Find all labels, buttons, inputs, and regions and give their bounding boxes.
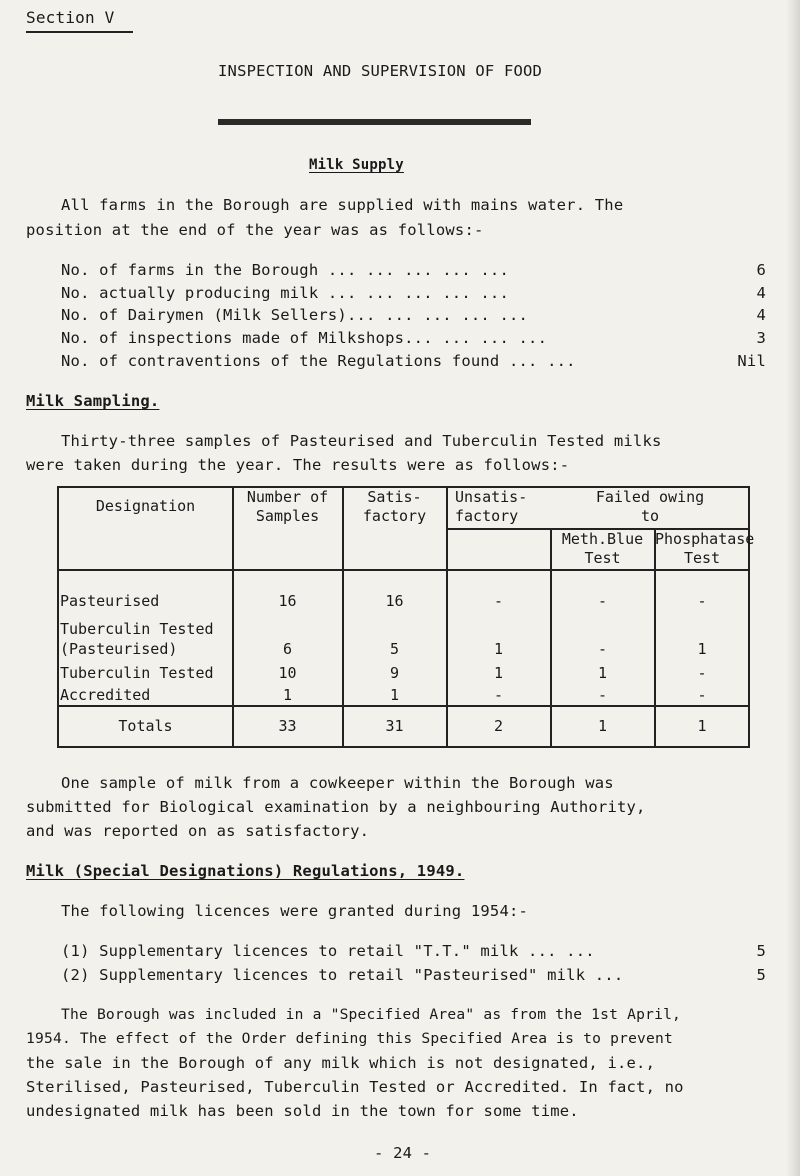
milk-sampling-intro-line2: were taken during the year. The results were as follows:-	[26, 456, 570, 474]
row-designation-sub: (Pasteurised)	[60, 640, 178, 658]
row-designation: Pasteurised	[60, 592, 160, 610]
regulations-heading: Milk (Special Designations) Regulations, 1949.	[26, 862, 465, 880]
stat-row-value: 4	[756, 306, 766, 324]
stat-row-label: No. of contraventions of the Regulations found ... ...	[61, 352, 576, 370]
stat-row-value: Nil	[737, 352, 766, 370]
row-phos: -	[697, 592, 707, 610]
totals-satis: 31	[385, 717, 404, 735]
header-number-l1: Number of	[246, 488, 329, 506]
regulations-intro: The following licences were granted during 1954:-	[61, 902, 529, 920]
header-failed-l2: to	[640, 507, 660, 525]
stat-row-label: No. of Dairymen (Milk Sellers)... ... ... ... ...	[61, 306, 529, 324]
header-meth-l2: Test	[584, 549, 621, 567]
stat-row-label: No. of farms in the Borough ... ... ... ... ...	[61, 261, 509, 279]
row-number: 6	[282, 640, 293, 658]
milk-supply-heading: Milk Supply	[309, 157, 404, 173]
header-meth-l1: Meth.Blue	[561, 530, 644, 548]
row-designation: Accredited	[60, 686, 151, 704]
header-designation: Designation	[95, 497, 196, 515]
row-designation: Tuberculin Tested	[60, 620, 214, 638]
table-border-left	[57, 486, 59, 748]
totals-meth: 1	[597, 717, 608, 735]
header-satis-l1: Satis-	[367, 488, 422, 506]
header-satis-l2: factory	[362, 507, 427, 525]
row-satis: 9	[389, 664, 400, 682]
specified-area-line1: The Borough was included in a "Specified Area" as from the 1st April,	[61, 1006, 682, 1023]
licence-value: 5	[756, 942, 766, 960]
row-unsatis: 1	[493, 664, 504, 682]
header-failed-l1: Failed owing	[595, 488, 705, 506]
stat-row-value: 4	[756, 284, 766, 302]
biological-line3: and was reported on as satisfactory.	[26, 822, 370, 840]
header-phos-l2: Test	[683, 549, 721, 567]
totals-phos: 1	[697, 717, 707, 735]
header-number-l2: Samples	[255, 507, 320, 525]
section-label: Section V	[26, 8, 115, 27]
row-number: 16	[278, 592, 297, 610]
row-phos: -	[697, 664, 707, 682]
row-designation: Tuberculin Tested	[60, 664, 214, 682]
licence-value: 5	[756, 966, 766, 984]
row-meth: 1	[597, 664, 608, 682]
page-title: INSPECTION AND SUPERVISION OF FOOD	[218, 62, 543, 80]
licence-label: (2) Supplementary licences to retail "Pasteurised" milk ...	[61, 966, 624, 984]
stat-row-label: No. actually producing milk ... ... ... ... ...	[61, 284, 509, 302]
row-unsatis: -	[493, 686, 504, 704]
title-rule	[218, 119, 531, 125]
specified-area-line3: the sale in the Borough of any milk which is not designated, i.e.,	[26, 1054, 656, 1072]
biological-line1: One sample of milk from a cowkeeper within the Borough was	[61, 774, 614, 792]
specified-area-line2: 1954. The effect of the Order defining this Specified Area is to prevent	[26, 1030, 674, 1047]
header-unsatis-l2: factory	[455, 507, 519, 525]
totals-label: Totals	[118, 717, 173, 735]
table-totals-line	[57, 705, 750, 707]
row-unsatis: 1	[493, 640, 504, 658]
stat-row-label: No. of inspections made of Milkshops... ... ... ...	[61, 329, 548, 347]
row-unsatis: -	[493, 592, 504, 610]
row-phos: -	[697, 686, 707, 704]
section-underline	[26, 31, 133, 33]
milk-supply-intro-line2: position at the end of the year was as follows:-	[26, 221, 484, 239]
row-number: 1	[282, 686, 293, 704]
licence-label: (1) Supplementary licences to retail "T.T." milk ... ...	[61, 942, 595, 960]
row-satis: 1	[389, 686, 400, 704]
milk-sampling-heading: Milk Sampling.	[26, 392, 160, 410]
row-satis: 5	[389, 640, 400, 658]
totals-number: 33	[278, 717, 297, 735]
stat-row-value: 6	[756, 261, 766, 279]
specified-area-line5: undesignated milk has been sold in the town for some time.	[26, 1102, 579, 1120]
row-meth: -	[597, 592, 608, 610]
row-meth: -	[597, 640, 608, 658]
row-satis: 16	[385, 592, 404, 610]
header-phos-l1: Phosphatase	[655, 530, 755, 548]
specified-area-line4: Sterilised, Pasteurised, Tuberculin Tested or Accredited. In fact, no	[26, 1078, 684, 1096]
stat-row-value: 3	[756, 329, 766, 347]
row-number: 10	[278, 664, 297, 682]
page-number: - 24 -	[374, 1144, 432, 1162]
page-edge-shadow	[786, 0, 800, 1176]
row-meth: -	[597, 686, 608, 704]
milk-sampling-intro-line1: Thirty-three samples of Pasteurised and Tuberculin Tested milks	[61, 432, 662, 450]
biological-line2: submitted for Biological examination by a neighbouring Authority,	[26, 798, 646, 816]
table-border-bottom	[57, 746, 750, 748]
table-header-line	[57, 569, 750, 571]
milk-supply-intro-line1: All farms in the Borough are supplied with mains water. The	[61, 196, 624, 214]
row-phos: 1	[697, 640, 707, 658]
header-unsatis-l1: Unsatis-	[455, 488, 528, 506]
totals-unsatis: 2	[493, 717, 504, 735]
